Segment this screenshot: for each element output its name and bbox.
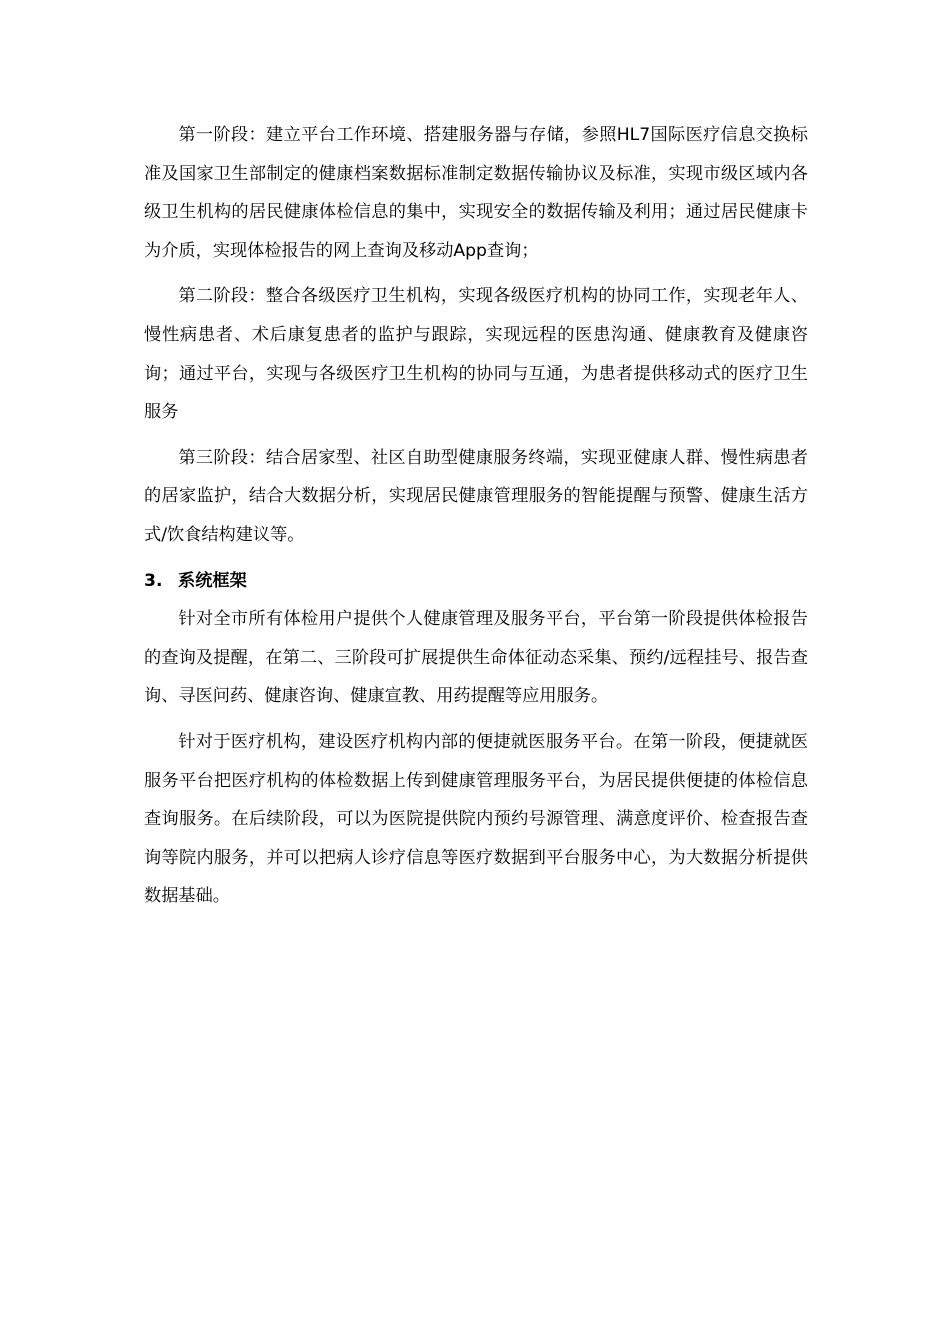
section-title: 系统框架	[178, 570, 247, 591]
paragraph-framework-institutions: 针对于医疗机构，建设医疗机构内部的便捷就医服务平台。在第一阶段，便捷就医服务平台把医疗机构的体检数据上传到健康管理服务平台，为居民提供便捷的体检信息查询服务。在后续阶段，可以为医院提供院内预约号源管理、满意度评价、检查报告查询等院内服务，并可以把病人诊疗信息等医疗数据到平台服务中心，为大数据分析提供数据基础。	[144, 731, 808, 907]
document-page	[144, 116, 808, 923]
paragraph-stage-two: 第二阶段：整合各级医疗卫生机构，实现各级医疗机构的协同工作，实现老年人、慢性病患者、术后康复患者的监护与跟踪，实现远程的医患沟通、健康教育及健康咨询；通过平台，实现与各级医疗卫生机构的协同与互通，为患者提供移动式的医疗卫生服务	[144, 286, 808, 423]
paragraph-stage-one: 第一阶段：建立平台工作环境、搭建服务器与存储，参照HL7国际医疗信息交换标准及国家卫生部制定的健康档案数据标准制定数据传输协议及标准，实现市级区域内各级卫生机构的居民健康体检信息的集中，实现安全的数据传输及利用；通过居民健康卡为介质，实现体检报告的网上查询及移动App查询；	[144, 125, 808, 261]
section-number: 3.	[144, 570, 163, 591]
paragraph-framework-users: 针对全市所有体检用户提供个人健康管理及服务平台，平台第一阶段提供体检报告的查询及提醒，在第二、三阶段可扩展提供生命体征动态采集、预约/远程挂号、报告查询、寻医问药、健康咨询、健康宣教、用药提醒等应用服务。	[144, 609, 808, 707]
paragraph-stage-three: 第三阶段：结合居家型、社区自助型健康服务终端，实现亚健康人群、慢性病患者的居家监护，结合大数据分析，实现居民健康管理服务的智能提醒与预警、健康生活方式/饮食结构建议等。	[144, 447, 808, 545]
section-heading	[144, 562, 808, 601]
